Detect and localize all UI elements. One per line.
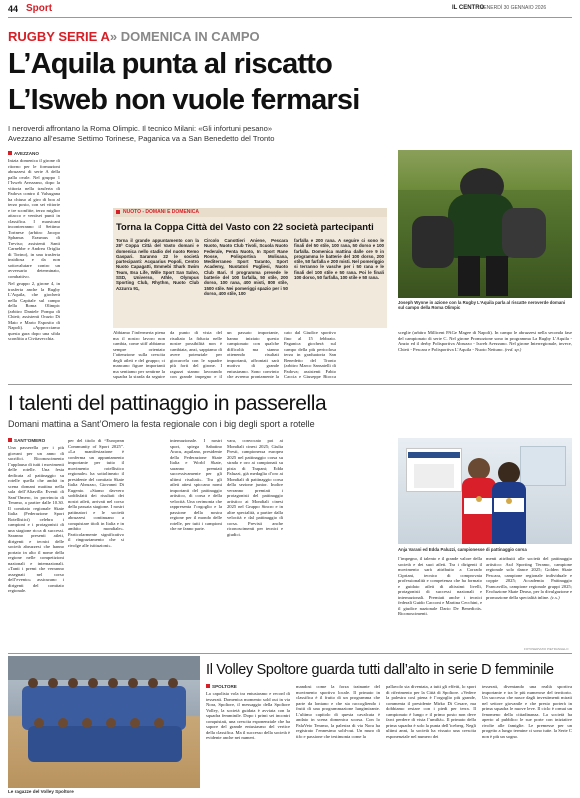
rugby-photo bbox=[398, 150, 572, 298]
rugby-col-4: un passato importante, hanno iniziato questo campionato con qualche difficoltà ma stanno ottenendo risultati importanti, affrontati sarà motivo di grande entusiasmo. Sono convinto che avremo prontamente la bbox=[227, 330, 279, 379]
pattinaggio-tag-label: SANT’OMERO bbox=[14, 438, 46, 443]
nuoto-box-col-2: Circolo Canottieri Aniene, Pescara Nuoto, Nuoto Club Tivoli, Scuola Nuoto Federale, Penta Nuoto, In Sport Rane Rosse, Polisportiva Molisana, Mediterraneo Sport Taranto, Sport Academy, Nuotatori Pugliesi, Nuoto Club Bari. Il programma prevede le batterie del 100 farfalla, 50 stile, 200 dorso, 100 rana, 400 misti, 800 stile, 1500 stile. Nei pomeriggi spazio per i 50 dorso, 400 stile, 100 bbox=[204, 238, 288, 296]
rugby-photo-caption: Joseph Wynne in azione con la Rugby L’Aquila parla al riscatte neroverde domani sul campo della Roma Olimpic bbox=[398, 300, 566, 311]
pattinaggio-col-2: per del titolo di “European Community of Sport 2025”. «La manifestazione è conferma un appuntamento importante per tutto il movimento rotellistico regionale» ha sottolineato il presidente del comitato Skate Italia Abruzzo, Giovanni Di Eugenio. «Siamo davvero soddisfatti dei risultati dei nostri atleti, arrivati nel corso della passata stagione. I nostri pattinatori e le società abruzzesi continuano a conquistare titoli in Italia e in ambito mondiale». Particolarmente significativo il ringraziamento che si rivolge alle istituzioni». bbox=[68, 438, 124, 548]
nuoto-box-tag-label: NUOTO - DOMANI E DOMENICA bbox=[123, 209, 200, 215]
pattinaggio-photo-caption: Anja Varani ed Edda Paluzzi, campionesse di pattinaggio corsa bbox=[398, 547, 527, 552]
header-rule bbox=[8, 17, 572, 18]
rugby-summary-2: Avezzano all’esame Settimo Torinese, Paganica va a San Benedetto del Tronto bbox=[8, 134, 275, 143]
pattinaggio-col-1: Una passerella per i più giovani per un anno di sacrifici. Riconoscimento l’applauso di tutti i movimenti delle rotelle. Una festa dedicata al pattinaggio su rotelle quella che andrà in scena domani mattina nella sala dell’Altavilla Eventi di Sant’Omero, in provincia di Teramo, a partire dalle 10.30. Il comitato regionale Skate Italia (Federazione Sport Rotellistici) celebra i campioni e i protagonisti di una stagione ricca di successi. Saranno presenti atleti, dirigenti e tecnici delle società abruzzesi che hanno portato in alto il nome della regione nelle competizioni nazionali e internazionali. «Tanti i premi che verranno assegnati nel corso dell’evento» assicurano i dirigenti del comitato regionale. bbox=[8, 445, 64, 593]
volley-headline: Il Volley Spoltore guarda tutti dall’alto in serie D femminile bbox=[206, 662, 554, 678]
rugby-kicker bbox=[8, 29, 260, 44]
volley-photo bbox=[8, 656, 200, 788]
divider-1 bbox=[8, 384, 572, 385]
volley-tag bbox=[206, 684, 237, 689]
pattinaggio-col-6 bbox=[486, 556, 572, 645]
rugby-tag-label: AVEZZANO bbox=[14, 151, 39, 156]
rugby-tag bbox=[8, 151, 39, 156]
nuoto-box-title: Torna la Coppa Città del Vasto con 22 società partecipanti bbox=[116, 221, 374, 232]
issue-date: VENERDÌ 30 GENNAIO 2026 bbox=[480, 5, 547, 11]
volley-col-1: La capolista vola tra entusiasmo e record di tesserati. Domenica momento sold out in via Nora, Spoltore, il messaggio della Spoltore Volley, la società guidata è avviata con la squadra femminile. Dopo i primi sei incontri conquistati, una crescita esponenziale che ha sapore del grande entusiasmo del vertice della classifica. Ma il successo della società è evidente anche nei numeri. bbox=[206, 691, 290, 740]
pattinaggio-photo-credit: FOTOSERVIZIO PIETRANGELO bbox=[524, 647, 569, 651]
brand: IL CENTRO bbox=[452, 5, 485, 11]
rugby-col-1-text: Inizia domenica il girone di ritorno per le formazioni abruzzesi di serie A della palla ovale. Nel gruppo 1 l’Isweb Avezzano, dopo la vittoria nella trasferta di Padova contro il Valsugana ha chiuso al giro di boa al terzo posto, con sei vittorie e tre sconfitte, terzo miglior attacco e ventisei punti in classifica. I marsicani incontreranno il Settimo Torinese (arbitro Jacopo Sphanus Erasmus di Treviso; assistenti Santi Carnebbe e Andrea Origlia di Torino), in una trasferta insidiosa e da non sottovalutare contro un avversario determinato, combattivo. bbox=[8, 158, 60, 279]
pattinaggio-col-4: vara, convocato poi ai Mondiali cinesi 2025; Giulia Presti, campionessa europea 2025 nel pattinaggio corsa su strada e oro ai campionati su pista di Trapani; Edda Paluzzi, già medaglia d’oro ai Mondiali di pattinaggio corsa della sezione junior. Inoltre verranno premiati i protagonisti del pattinaggio artistico ai Mondiali cinesi 2025 nel Gruppo Sincro e in altre specialità, a partire dalla velocità e dal pattinaggio di corsa. Previsti anche riconoscimenti per tecnici e giudici. bbox=[227, 438, 283, 537]
nuoto-box-col-1: Torna il grande appuntamento con la 28ª Coppa Città del Vasto domani e domenica nello stadio del nuoto Remo Gaspari. Saranno 22 le società partecipanti: Acquarius Popoli, Centro Nuoto Capagatti, Emmebi Shark Swim Team, Esa Life, Wille Sport San Salvo, SSD, Universo, Athle, Olympus Sporting Club, Rhythm, Nuoto Club Azzurra 91, bbox=[116, 238, 199, 291]
volley-col-2: mandosi come la forza trainante del movimento sportivo locale. Il primato in classifica è il frutto di un programma che parte da lontano e che sta raccogliendo i frutti di una programmazione lungimirante. L’ultimo capitolo di questa cavalcata è andato in scena domenica scorsa. Con lo PalaVeio Teramo, la palestra di via Nora ha registrato l’ennesimo sold-out. Un muro di tifo e passione che testimonia come la bbox=[296, 684, 380, 739]
pattinaggio-photo bbox=[398, 438, 572, 544]
rugby-kicker-grey: » DOMENICA IN CAMPO bbox=[109, 29, 260, 44]
divider-2 bbox=[8, 653, 572, 654]
rugby-col-6-text: sceglie (arbitro Millicent PAGe Magee di Napoli). In campo le abruzzesi nella seconda fase del campionato di serie C. Nel girone Promozione sono in programma La Rugby L’Aquila - Anzio ed il derby Polisportiva Abruzzo - Isweb Avezzano. Nel girone Interregionale, invece, Chieti - Pescara e Polisportiva L’Aquila - Nuoto Nettuno. bbox=[398, 330, 572, 352]
page-header bbox=[0, 0, 580, 18]
rugby-headline-2: L’Isweb non vuole fermarsi bbox=[8, 84, 360, 116]
volley-col-3: pallavolo sia diventata, a tutti gli effetti, lo sport di riferimento per la Città di Spoltore. «Vedere la palestra così piena è l’orgoglio più grande, commenta il presidente Mirko Di Cesare, ma dobbiamo restare con i piedi per terra. Il campionato è lungo e il primo posto non deve farci perdere di vista l’umiltà». Il primato della prima squadra è solo la punta dell’iceberg. Negli ultimi anni, la società ha vissuto una crescita esponenziale nel numero dei bbox=[386, 684, 476, 739]
rugby-col-6-signature: (red. sp.) bbox=[504, 346, 522, 352]
page-number: 44 bbox=[8, 4, 19, 14]
rugby-col-6 bbox=[398, 330, 572, 380]
volley-col-4: tesserati, diventando una realtà sportiva importante e tra le più numerose del territorio. Un successo che nasce dagli investimenti mirati nel settore giovanile e che presto porterà in prima squadra le nuove leve. Il ciclo è ormai un fenomeno della cittadinanza. La società ha aperto al pubblico le sue porte con iniziative rivolte alle famiglie. Le premesse per un progetto a lungo termine ci sono tutte. la Serie C non è più un sogno. bbox=[482, 684, 572, 739]
pattinaggio-tag bbox=[8, 438, 45, 443]
rugby-summary-1: I neroverdi affrontano la Roma Olimpic. Il tecnico Milani: «Gli infortuni pesano» bbox=[8, 124, 273, 133]
pattinaggio-col-5: l’impegno, il talento e il grande valore della società e dei suoi atleti. Tra i dirigenti il movimento sarà attribuito a Corrado Cipriani, tecnico di comprovata professionalità e competenza che ha formato e guidato atleti di altissimi livelli, protagonisti di successi nazionali e internazionali. Premiati anche i tecnici federali Guido Cacconi e Martina Cecchini, e il giudice nazionale Dario De Benedictis. Riconoscimenti. bbox=[398, 556, 482, 616]
pattinaggio-headline: I talenti del pattinaggio in passerella bbox=[8, 392, 327, 415]
volley-tag-label: SPOLTORE bbox=[212, 684, 237, 689]
pattinaggio-col-6-text: menti attribuiti alle società del pattinaggio artistico: Asd Sporting Teramo, campione regionale solo dance 2025; Golden Skate Pescara, campione regionale individuale e coppie 2025; Accademia Pattinaggio Francavilla, campione regionale gruppi 2025; Evoluzione Skate Deaso, per la divulgazione e promozione della specialità inline. bbox=[486, 556, 572, 600]
rugby-col-1 bbox=[8, 158, 60, 380]
rugby-headline-1: L’Aquila punta al riscatto bbox=[8, 48, 333, 80]
rugby-col-2: Abbiamo l’infermeria piena ma il nostro lavoro non cambia, come stiff abbiamo sempre orientato l’attenzione sulla crescita degli atleti e del gruppo; ci mancano figure importanti ma sentiamo per sentirne la squadra la strada da seguire bbox=[113, 330, 165, 379]
pattinaggio-summary: Domani mattina a Sant’Omero la festa regionale con i big degli sport a rotelle bbox=[8, 419, 315, 429]
rugby-col-5: cato dal Giudice sportivo fino al 15 febbraio. Paganica giocherà sul campo della più pericolosa terza in graduatoria San Benedetto del Tronto (arbitro Marco Sansatelli di Padova; assistenti Fabio Caccia e Giuseppe Biocca bbox=[284, 330, 336, 379]
nuoto-box-col-3: farfalla e 200 rana. A seguire ci sono le finali del 50 stile, 100 rana, 50 dorso e 100 farfalla. Domenica mattina dalle ore 9 in programma le batterie del 100 dorso, 200 stile, 50 farfalla e 200 misti. Nel pomeriggio si terranno le vasche per i 50 rana e le finali del 100 stile e 50 rana. Poi le finali 100 dorso, 50 farfalla, 100 stile e 50 rana. bbox=[294, 238, 384, 281]
volley-photo-caption: Le ragazze del Volley Spoltore bbox=[8, 789, 74, 794]
rugby-kicker-red: RUGBY SERIE A bbox=[8, 29, 110, 44]
rugby-col-1b-text: Nel gruppo 2, girone 4, in trasferta anche la Rugby L’Aquila, che giocherà nella Capitale sul campo della Roma Olimpic (arbitro Daniele Pompa di Chieti; assistenti Orazio Di Maio e Mario Esposito di Napoli). «Approcciamo questa gara dopo una sfida sconfitta a Civitavecchia. bbox=[8, 281, 60, 341]
section-title: Sport bbox=[26, 3, 53, 14]
pattinaggio-col-6-signature: (c.s.) bbox=[550, 594, 560, 600]
pattinaggio-col-3: internazionale. I nostri sport, spiega Sabatino Aracu, aquilano, presidente della Federazione Skate Italia e World Skate, saranno premiati successivamente per gli ultimi risultati». Tra gli atleti attesi spiccano nomi importanti del pattinaggio artistico, di corsa e della velocità. Una cerimonia che rappresenta l’orgoglio e la passione della nostra regione per il mondo delle rotelle, per tutti i campioni che ne fanno parte. bbox=[170, 438, 222, 531]
rugby-col-3: da punto di vista del risultato la fiducia nelle nostre possibilità non è cambiata, anzi, sappiamo di avere potenziale per giocarcela con le squadre più forti del girone. I ragazzi stanno lavorando con grande impegno e il bbox=[170, 330, 222, 379]
nuoto-box-tag bbox=[113, 208, 387, 217]
